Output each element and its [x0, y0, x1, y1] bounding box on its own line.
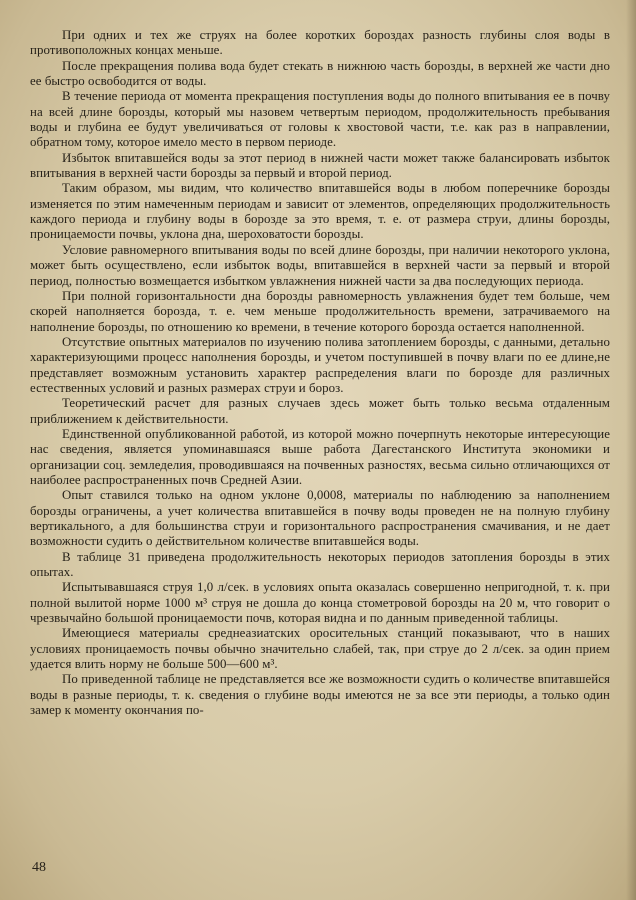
paragraph-13: Испытывавшаяся струя 1,0 л/сек. в условиях опыта оказалась совершенно непригодной, т. к. при полной вылитой норме 1000 м³ струя не дошла до конца стометровой борозды на 20 м, что говорит о чрезвычайно большой проницаемости почв, которая видна и по данным приведенной таблицы. — [30, 580, 610, 626]
paragraph-9: Теоретический расчет для разных случаев здесь может быть только весьма отдаленным приближением к действительности. — [30, 396, 610, 426]
paragraph-6: Условие равномерного впитывания воды по всей длине борозды, при наличии некоторого уклона, может быть осуществлено, если избыток воды, впитавшейся в верхней части за первый и второй период, полностью возмещается избытком увлажнения нижней части за два последующих периода. — [30, 242, 610, 288]
paragraph-1: При одних и тех же струях на более коротких бороздах разность глубины слоя воды в противоположных концах меньше. — [30, 28, 610, 58]
paragraph-2: После прекращения полива вода будет стекать в нижнюю часть борозды, в верхней же части дно ее быстро освободится от воды. — [30, 58, 610, 89]
paragraph-7: При полной горизонтальности дна борозды равномерность увлажнения будет тем больше, чем скорей наполняется борозда, т. е. чем меньше продолжительность времени, затрачиваемого на наполнение борозды, по отношению ко времени, в течение которого борозда остается наполненной. — [30, 288, 610, 334]
body-text — [30, 28, 610, 718]
paragraph-8: Отсутствие опытных материалов по изучению полива затоплением борозды, с данными, детально характеризующими процесс наполнения борозды, и учетом поступившей в почву влаги по ее длине,не представляет возможным установить характер распределения влаги по борозде для различных естественных условий и разных размерах струи и бороз. — [30, 334, 610, 395]
paragraph-12: В таблице 31 приведена продолжительность некоторых периодов затопления борозды в этих опытах. — [30, 549, 610, 580]
paragraph-3: В течение периода от момента прекращения поступления воды до полного впитывания ее в почву на всей длине борозды, который мы назовем четвертым периодом, продолжительность пребывания воды и глубина ее будут увеличиваться от головы к хвостовой части, т.е. как раз в направлении, обратном тому, которое имело место в первом периоде. — [30, 89, 610, 150]
page-edge-shadow — [626, 0, 636, 900]
paragraph-5: Таким образом, мы видим, что количество впитавшейся воды в любом поперечнике борозды изменяется по этим намеченным периодам и зависит от элементов, определяющих продолжительность каждого периода и глубину воды в борозде за это время, т. е. от размера струи, длины борозды, проницаемости почвы, уклона дна, шероховатости борозды. — [30, 181, 610, 242]
paragraph-11: Опыт ставился только на одном уклоне 0,0008, материалы по наблюдению за наполнением борозды ограничены, а учет количества впитавшейся в почву воды проведен не на полную глубину вертикального, а для большинства струи и горизонтального распространения смачивания, и не дает возможности судить о действительном количестве впитавшейся воды. — [30, 488, 610, 549]
paragraph-10: Единственной опубликованной работой, из которой можно почерпнуть некоторые интересующие нас сведения, является упоминавшаяся выше работа Дагестанского Института экономики и организации соц. земледелия, проводившаяся на почвенных разностях, весьма сильно отличающихся от наиболее распространенных почв Средней Азии. — [30, 426, 610, 487]
paragraph-14: Имеющиеся материалы среднеазиатских оросительных станций показывают, что в наших условиях проницаемость почвы обычно значительно слабей, так, при струе до 2 л/сек. за один прием удается влить норму не больше 500—600 м³. — [30, 626, 610, 672]
paragraph-4: Избыток впитавшейся воды за этот период в нижней части может также балансировать избыток впитывания в верхней части борозды за первый и второй период. — [30, 150, 610, 181]
page-number: 48 — [32, 860, 46, 875]
paragraph-15: По приведенной таблице не представляется все же возможности судить о количестве впитавшейся воды в разные периоды, т. к. сведения о глубине воды имеются не за все эти периоды, а только один замер к моменту окончания по- — [30, 672, 610, 718]
